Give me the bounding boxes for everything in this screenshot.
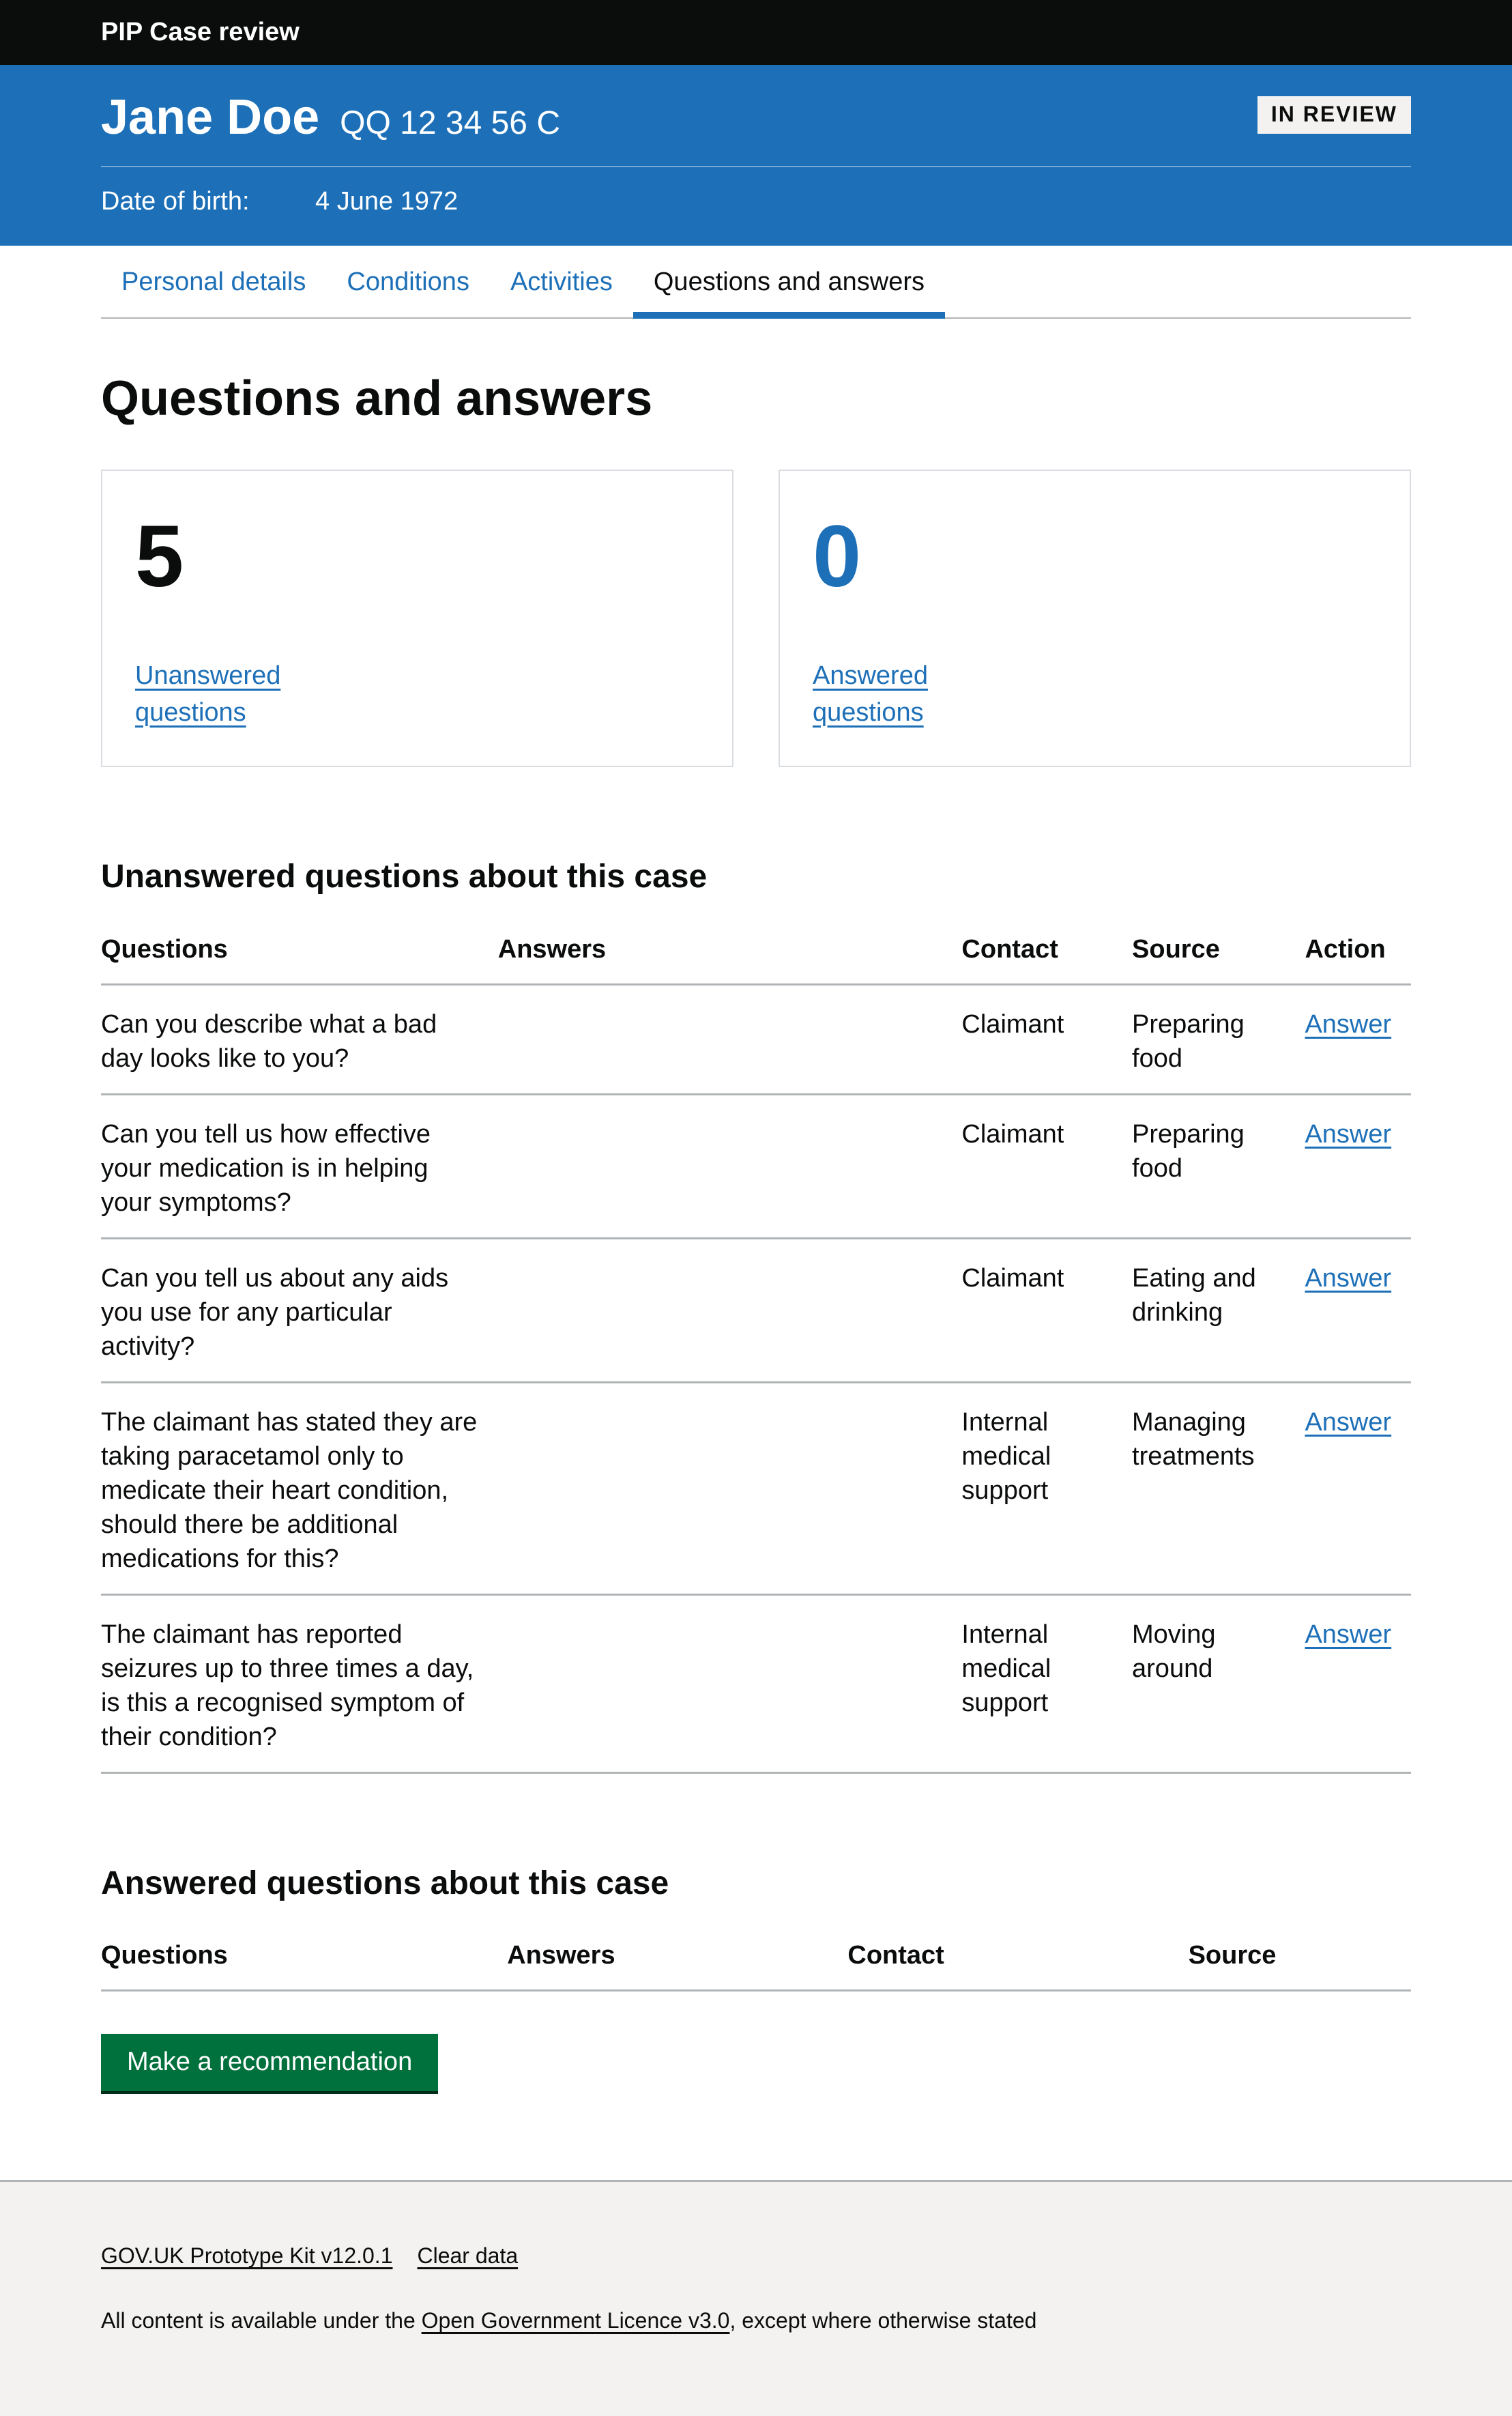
unanswered-questions-table — [101, 910, 1411, 1774]
case-tabs — [101, 257, 1411, 319]
banner-divider — [101, 166, 1411, 167]
column-header-source: Source — [1132, 910, 1305, 985]
case-tabs-bar — [0, 246, 1512, 319]
answer-link[interactable]: Answer — [1305, 1009, 1392, 1039]
answered-count: 0 — [813, 508, 862, 606]
main-content — [0, 372, 1512, 2180]
clear-data-link[interactable]: Clear data — [417, 2243, 519, 2269]
national-insurance-number: QQ 12 34 56 C — [340, 105, 560, 141]
column-header-contact: Contact — [847, 1916, 1188, 1991]
question-cell: Can you tell us about any aids you use for any particular activity? — [101, 1238, 498, 1382]
contact-cell: Claimant — [961, 1094, 1132, 1238]
case-name: Jane Doe — [101, 90, 320, 145]
licence-prefix: All content is available under the — [101, 2308, 422, 2333]
source-cell: Preparing food — [1132, 1094, 1305, 1238]
column-header-source: Source — [1189, 1916, 1411, 1991]
source-cell: Moving around — [1132, 1594, 1305, 1772]
column-header-questions: Questions — [101, 910, 498, 985]
table-row — [101, 1382, 1411, 1594]
contact-cell: Internal medical support — [961, 1594, 1132, 1772]
answer-link[interactable]: Answer — [1305, 1119, 1392, 1149]
contact-cell: Internal medical support — [961, 1382, 1132, 1594]
answer-link[interactable]: Answer — [1305, 1620, 1392, 1649]
tab-conditions[interactable]: Conditions — [347, 267, 469, 296]
tab-questions-and-answers[interactable]: Questions and answers — [633, 257, 945, 319]
action-cell — [1305, 1238, 1411, 1382]
licence-text — [101, 2304, 1411, 2337]
answer-cell — [498, 1238, 962, 1382]
page-footer — [0, 2180, 1512, 2416]
unanswered-questions-link[interactable]: Unanswered questions — [135, 661, 281, 728]
table-row — [101, 1594, 1411, 1772]
question-cell: The claimant has stated they are taking paracetamol only to medicate their heart condition, should there be additional medications for this? — [101, 1382, 498, 1594]
summary-cards — [101, 470, 1411, 767]
source-cell: Preparing food — [1132, 984, 1305, 1094]
question-cell: The claimant has reported seizures up to three times a day, is this a recognised symptom of their condition? — [101, 1594, 498, 1772]
question-cell: Can you describe what a bad day looks like to you? — [101, 984, 498, 1094]
answer-link[interactable]: Answer — [1305, 1263, 1392, 1293]
dob-label: Date of birth: — [101, 186, 250, 216]
service-name: PIP Case review — [101, 18, 300, 46]
table-row — [101, 1238, 1411, 1382]
page-title: Questions and answers — [101, 371, 653, 426]
table-row — [101, 984, 1411, 1094]
answer-cell — [498, 984, 962, 1094]
answered-section-heading: Answered questions about this case — [101, 1865, 669, 1901]
answer-cell — [498, 1382, 962, 1594]
make-recommendation-button[interactable]: Make a recommendation — [101, 2034, 438, 2091]
table-header-row — [101, 910, 1411, 985]
action-cell — [1305, 1382, 1411, 1594]
contact-cell: Claimant — [961, 984, 1132, 1094]
question-cell: Can you tell us how effective your medication is in helping your symptoms? — [101, 1094, 498, 1238]
answer-link[interactable]: Answer — [1305, 1407, 1392, 1437]
action-cell — [1305, 1094, 1411, 1238]
source-cell: Managing treatments — [1132, 1382, 1305, 1594]
answered-questions-card — [779, 470, 1411, 767]
column-header-questions: Questions — [101, 1916, 507, 1991]
answer-cell — [498, 1094, 962, 1238]
tab-personal-details[interactable]: Personal details — [121, 267, 306, 296]
case-banner — [0, 65, 1512, 246]
status-badge: IN REVIEW — [1257, 96, 1411, 134]
column-header-contact: Contact — [961, 910, 1132, 985]
prototype-kit-link[interactable]: GOV.UK Prototype Kit v12.0.1 — [101, 2243, 393, 2269]
service-header — [0, 0, 1512, 65]
licence-suffix: , except where otherwise stated — [729, 2308, 1037, 2333]
answered-questions-link[interactable]: Answered questions — [813, 661, 928, 728]
source-cell: Eating and drinking — [1132, 1238, 1305, 1382]
open-government-licence-link[interactable]: Open Government Licence v3.0 — [421, 2308, 730, 2333]
action-cell — [1305, 1594, 1411, 1772]
table-row — [101, 1094, 1411, 1238]
unanswered-count: 5 — [135, 508, 184, 606]
table-header-row — [101, 1916, 1411, 1991]
answered-questions-table — [101, 1916, 1411, 1991]
column-header-action: Action — [1305, 910, 1411, 985]
action-cell — [1305, 984, 1411, 1094]
contact-cell: Claimant — [961, 1238, 1132, 1382]
column-header-answers: Answers — [507, 1916, 847, 1991]
tab-activities[interactable]: Activities — [510, 267, 613, 296]
column-header-answers: Answers — [498, 910, 962, 985]
unanswered-section-heading: Unanswered questions about this case — [101, 859, 708, 895]
answer-cell — [498, 1594, 962, 1772]
dob-value: 4 June 1972 — [315, 186, 459, 216]
unanswered-questions-card — [101, 470, 733, 767]
